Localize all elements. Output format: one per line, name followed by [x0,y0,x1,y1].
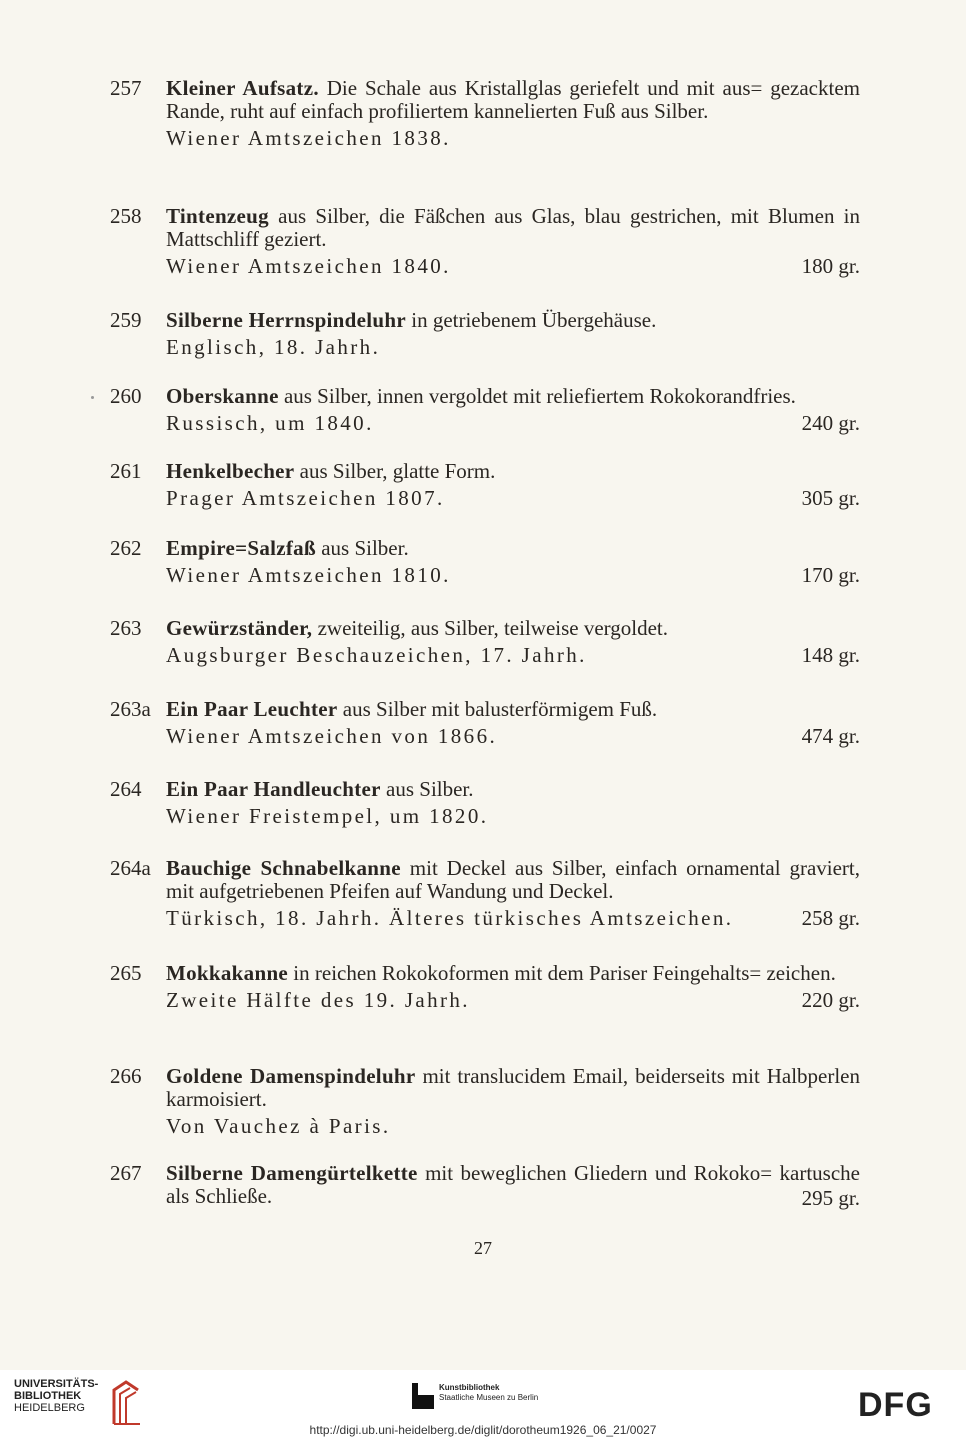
entry-text: mit translucidem Email, beiderseits mit Halbperlen karmoisiert. [166,1064,861,1111]
entry-text: aus Silber, innen vergoldet mit reliefiertem Rokokorandfries. [278,384,796,408]
entry-description [166,857,860,903]
entry-text: aus Silber mit balusterförmigem Fuß. [337,697,658,721]
catalog-entry [110,460,860,511]
catalog-entry [110,617,860,668]
entry-provenance-line [166,485,860,511]
catalog-entry [110,537,860,588]
entry-provenance-line [166,803,860,829]
entry-title: Oberskanne [166,384,279,408]
entry-weight: 474 gr. [801,724,860,748]
entry-text: mit beweglichen Gliedern und Rokoko= kartusche als Schließe. [166,1161,860,1208]
entry-description [166,460,860,483]
entry-text: in reichen Rokokoformen mit dem Pariser Feingehalts= zeichen. [288,961,836,985]
entry-number: 259 [110,308,142,332]
entry-number: 266 [110,1064,142,1088]
entry-provenance: Türkisch, 18. Jahrh. Älteres türkisches Amtszeichen. [166,906,734,930]
entry-text: in getriebenem Übergehäuse. [405,308,657,332]
entry-title: Tintenzeug [166,204,269,228]
entry-description [166,309,860,332]
entry-weight: 295 gr. [801,1186,860,1210]
library-mark-icon [108,1378,144,1426]
entry-title: Bauchige Schnabelkanne [166,856,401,880]
margin-mark [91,396,94,399]
entry-title: Ein Paar Leuchter [166,697,338,721]
entry-number: 263 [110,616,142,640]
entry-number: 263a [110,697,151,721]
entry-number: 257 [110,76,142,100]
source-url[interactable]: http://digi.ub.uni-heidelberg.de/diglit/dorotheum1926_06_21/0027 [309,1423,657,1437]
kunstbibliothek-icon [412,1383,434,1409]
catalog-entry [110,857,860,931]
entry-number: 264a [110,856,151,880]
entry-description [166,778,860,801]
entry-provenance-line [166,562,860,588]
kunstbibliothek-logo[interactable] [412,1383,572,1413]
entry-text: aus Silber. [380,777,474,801]
entry-number: 258 [110,204,142,228]
entry-provenance-line [166,253,860,279]
entry-provenance: Wiener Amtszeichen 1810. [166,563,451,587]
entry-provenance: Russisch, um 1840. [166,411,374,435]
entry-provenance-line [166,410,860,436]
entry-description [166,205,860,251]
entry-title: Henkelbecher [166,459,295,483]
entry-provenance-line [166,334,860,360]
entry-description [166,537,860,560]
entry-title: Gewürzständer, [166,616,313,640]
entry-provenance: Zweite Hälfte des 19. Jahrh. [166,988,470,1012]
entry-weight: 240 gr. [801,411,860,435]
catalog-entry [110,1162,860,1211]
catalog-entry [110,698,860,749]
entry-provenance: Wiener Freistempel, um 1820. [166,804,489,828]
dfg-logo[interactable]: DFG [858,1386,933,1424]
entry-number: 261 [110,459,142,483]
entry-weight: 148 gr. [801,643,860,667]
entry-weight: 305 gr. [801,486,860,510]
kunstbibliothek-name: Kunstbibliothek Staatliche Museen zu Berlin [439,1383,539,1402]
catalog-entry [110,778,860,829]
entry-text: mit Deckel aus Silber, einfach ornamental graviert, mit aufgetriebenen Pfeifen auf Wandung und Deckel. [166,856,860,903]
entry-weight: 220 gr. [801,988,860,1012]
entry-provenance: Wiener Amtszeichen 1838. [166,126,451,150]
entry-title: Mokkakanne [166,961,289,985]
entry-number: 265 [110,961,142,985]
entry-text: aus Silber, die Fäßchen aus Glas, blau gestrichen, mit Blumen in Mattschliff geziert. [166,204,860,251]
catalog-entry [110,385,860,436]
entry-number: 262 [110,536,142,560]
catalog-entry [110,205,860,279]
entry-text: zweiteilig, aus Silber, teilweise vergoldet. [312,616,669,640]
catalog-entry [110,309,860,360]
entry-provenance: Augsburger Beschauzeichen, 17. Jahrh. [166,643,587,667]
entry-provenance-line [166,723,860,749]
entry-provenance: Englisch, 18. Jahrh. [166,335,381,359]
entry-title: Goldene Damenspindeluhr [166,1064,416,1088]
entry-provenance-line [166,125,860,151]
entry-description [166,1065,860,1111]
entry-description [166,617,860,640]
entry-title: Kleiner Aufsatz. [166,76,319,100]
entry-provenance: Wiener Amtszeichen 1840. [166,254,451,278]
entry-text: Die Schale aus Kristallglas geriefelt und mit aus= gezacktem Rande, ruht auf einfach profiliertem kannelierten Fuß aus Silber. [166,76,860,123]
entry-text: aus Silber. [315,536,409,560]
entry-number: 264 [110,777,142,801]
entry-title: Ein Paar Handleuchter [166,777,381,801]
entry-weight: 180 gr. [801,254,860,278]
entry-title: Empire=Salzfaß [166,536,316,560]
entry-provenance-line [166,642,860,668]
entry-weight: 258 gr. [801,906,860,930]
catalog-entry [110,962,860,1013]
entry-provenance: Wiener Amtszeichen von 1866. [166,724,498,748]
entry-provenance-line [166,1113,860,1139]
entry-title: Silberne Damengürtelkette [166,1161,418,1185]
entry-provenance: Von Vauchez à Paris. [166,1114,391,1138]
entry-provenance-line [166,987,860,1013]
entry-description [166,385,860,408]
entry-title: Silberne Herrnspindeluhr [166,308,406,332]
entry-description [166,698,860,721]
entry-description [166,962,860,985]
entry-description [166,77,860,123]
entry-number: 260 [110,384,142,408]
entry-provenance-line [166,905,860,931]
library-name: UNIVERSITÄTS- BIBLIOTHEK HEIDELBERG [14,1378,99,1414]
entry-weight: 170 gr. [801,563,860,587]
catalog-entry [110,77,860,151]
page-number: 27 [474,1238,492,1258]
entry-number: 267 [110,1161,142,1185]
entry-text: aus Silber, glatte Form. [294,459,496,483]
entry-provenance: Prager Amtszeichen 1807. [166,486,445,510]
catalog-entry [110,1065,860,1139]
